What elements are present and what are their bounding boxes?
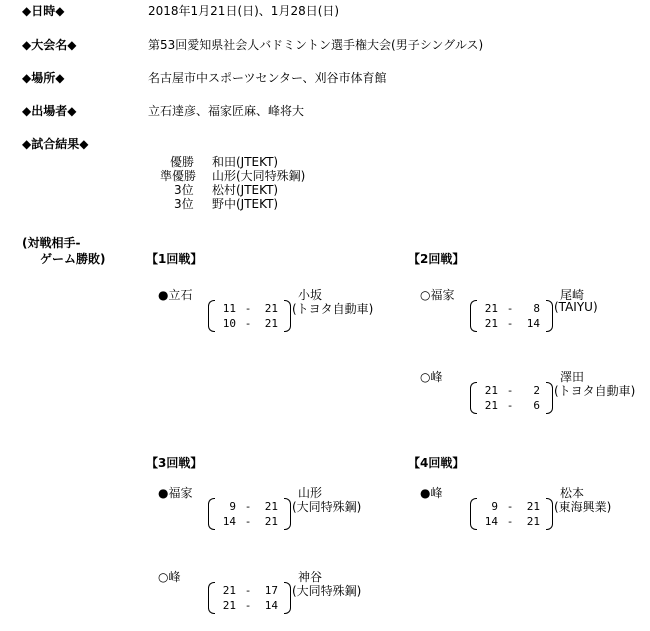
- tournament-value: 第53回愛知県社会人バドミントン選手権大会(男子シングルス): [148, 38, 484, 52]
- opponent-team: (大同特殊鋼): [292, 584, 362, 598]
- round-1-title: 【1回戦】: [146, 252, 203, 266]
- game-1-score: 21 - 2: [484, 384, 540, 397]
- score-bracket-left: [470, 382, 477, 414]
- match-r1-tateishi: [150, 286, 390, 346]
- game-2-score: 14 - 21: [222, 515, 278, 528]
- match-r2-mine: [412, 368, 650, 428]
- score-bracket-left: [208, 498, 215, 530]
- player-name: ○福家: [420, 288, 455, 302]
- opponent-name: 小坂: [298, 288, 323, 302]
- result-place: 3位: [174, 183, 194, 197]
- datetime-value: 2018年1月21日(日)、1月28日(日): [148, 4, 340, 18]
- player-name: ●立石: [158, 288, 193, 302]
- game-2-score: 10 - 21: [222, 317, 278, 330]
- game-1-score: 21 - 8: [484, 302, 540, 315]
- round-3-title: 【3回戦】: [146, 456, 203, 470]
- game-1-score: 9 - 21: [491, 500, 540, 513]
- result-name: 和田(JTEKT): [212, 155, 279, 169]
- score-bracket-right: [284, 498, 291, 530]
- opponent-team: (TAIYU): [554, 300, 598, 314]
- opponent-name: 尾崎: [560, 288, 585, 302]
- player-name: ○峰: [420, 370, 443, 384]
- opponent-name: 神谷: [298, 570, 323, 584]
- score-bracket-right: [546, 498, 553, 530]
- round-2-title: 【2回戦】: [408, 252, 465, 266]
- game-1-score: 21 - 17: [222, 584, 278, 597]
- game-2-score: 21 - 6: [484, 399, 540, 412]
- opponent-team: (東海興業): [554, 500, 612, 514]
- datetime-label: ◆日時◆: [22, 4, 65, 18]
- results-label: ◆試合結果◆: [22, 137, 89, 151]
- match-r3-fuke: [150, 484, 390, 544]
- opponent-label-line2: ゲーム勝敗): [40, 252, 106, 266]
- score-bracket-left: [208, 300, 215, 332]
- venue-label: ◆場所◆: [22, 71, 65, 85]
- opponent-name: 山形: [298, 486, 323, 500]
- match-r3-mine: [150, 568, 390, 628]
- result-row: [162, 155, 362, 170]
- result-row: [162, 169, 362, 184]
- score-bracket-left: [208, 582, 215, 614]
- venue-value: 名古屋市中スポーツセンター、刈谷市体育館: [148, 71, 387, 85]
- result-name: 松村(JTEKT): [212, 183, 279, 197]
- score-bracket-right: [546, 382, 553, 414]
- match-r4-mine: [412, 484, 650, 544]
- result-place: 準優勝: [160, 169, 197, 183]
- result-name: 野中(JTEKT): [212, 197, 279, 211]
- score-bracket-right: [284, 582, 291, 614]
- result-place: 優勝: [170, 155, 195, 169]
- tournament-label: ◆大会名◆: [22, 38, 77, 52]
- player-name: ○峰: [158, 570, 181, 584]
- opponent-name: 澤田: [560, 370, 585, 384]
- opponent-label-line1: (対戦相手-: [22, 236, 81, 250]
- result-name: 山形(大同特殊鋼): [212, 169, 306, 183]
- score-bracket-right: [284, 300, 291, 332]
- results-list: [162, 155, 362, 215]
- players-value: 立石達彦、福家匠麻、峰将大: [148, 104, 305, 118]
- opponent-team: (大同特殊鋼): [292, 500, 362, 514]
- round-4-title: 【4回戦】: [408, 456, 465, 470]
- game-1-score: 11 - 21: [222, 302, 278, 315]
- opponent-team: (トヨタ自動車): [292, 302, 374, 316]
- score-bracket-left: [470, 498, 477, 530]
- opponent-name: 松本: [560, 486, 585, 500]
- result-row: [162, 183, 362, 198]
- player-name: ●福家: [158, 486, 193, 500]
- game-2-score: 21 - 14: [484, 317, 540, 330]
- result-place: 3位: [174, 197, 194, 211]
- score-bracket-left: [470, 300, 477, 332]
- game-2-score: 21 - 14: [222, 599, 278, 612]
- players-label: ◆出場者◆: [22, 104, 77, 118]
- game-2-score: 14 - 21: [484, 515, 540, 528]
- opponent-team: (トヨタ自動車): [554, 384, 636, 398]
- result-row: [162, 197, 362, 212]
- match-r2-fuke: [412, 286, 650, 346]
- player-name: ●峰: [420, 486, 443, 500]
- game-1-score: 9 - 21: [229, 500, 278, 513]
- score-bracket-right: [546, 300, 553, 332]
